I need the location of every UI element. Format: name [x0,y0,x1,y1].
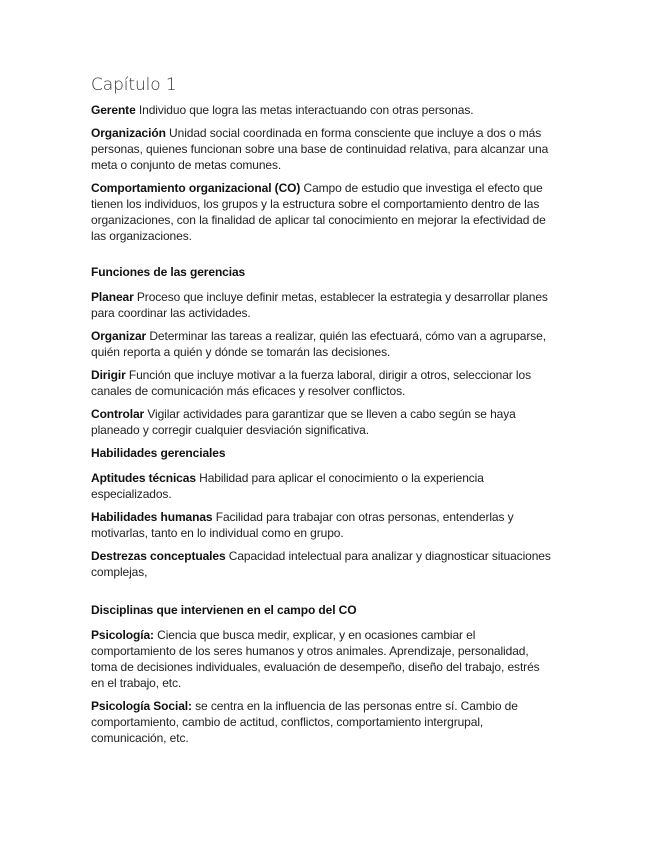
term: Destrezas conceptuales [91,549,226,563]
definition-destrezas-conceptuales [91,548,553,580]
definition-psicologia [91,627,553,691]
definition-psicologia-social [91,698,553,746]
definition: Función que incluye motivar a la fuerza laboral, dirigir a otros, seleccionar los canales de comunicación más eficaces y resolver conflictos. [91,368,531,398]
chapter-title: Capítulo 1 [91,75,177,95]
definition-gerente [91,102,553,118]
definition: Proceso que incluye definir metas, establecer la estrategia y desarrollar planes para coordinar las actividades. [91,290,548,320]
definition-habilidades-humanas [91,509,553,541]
definition-controlar [91,406,553,438]
definition-co [91,180,553,244]
definition-dirigir [91,367,553,399]
term: Organización [91,126,166,140]
term: Psicología: [91,628,154,642]
term: Organizar [91,329,147,343]
term: Dirigir [91,368,126,382]
term: Planear [91,290,134,304]
term: Comportamiento organizacional (CO) [91,181,301,195]
definition-organizar [91,328,553,360]
section-heading-habilidades: Habilidades gerenciales [91,446,226,460]
definition: se centra en la influencia de las personas entre sí. Cambio de comportamiento, cambio de actitud, conflictos, comportamiento intergrupal, comunicación, etc. [91,699,518,745]
term: Controlar [91,407,145,421]
definition: Capacidad intelectual para analizar y diagnosticar situaciones complejas, [91,549,551,579]
definition-planear [91,289,553,321]
definition-organizacion [91,125,553,173]
document-page [91,74,553,753]
definition: Unidad social coordinada en forma consciente que incluye a dos o más personas, quienes funcionan sobre una base de continuidad relativa, para alcanzar una meta o conjunto de metas comunes. [91,126,549,172]
definition: Habilidad para aplicar el conocimiento o la experiencia especializados. [91,471,484,501]
definition: Ciencia que busca medir, explicar, y en ocasiones cambiar el comportamiento de los seres humanos y otros animales. Aprendizaje, personalidad, toma de decisiones individuales, evaluación de desempeño, diseño del trabajo, estrés en el trabajo, etc. [91,628,540,690]
term: Aptitudes técnicas [91,471,196,485]
definition: Campo de estudio que investiga el efecto que tienen los individuos, los grupos y la estructura sobre el comportamiento dentro de las organizaciones, con la finalidad de aplicar tal conocimiento en mejorar la efectividad de las organizaciones. [91,181,546,243]
definition: Vigilar actividades para garantizar que se lleven a cabo según se haya planeado y corregir cualquier desviación significativa. [91,407,516,437]
section-heading-disciplinas: Disciplinas que intervienen en el campo del CO [91,603,357,617]
term: Gerente [91,103,136,117]
section-heading-funciones: Funciones de las gerencias [91,265,246,279]
definition-aptitudes-tecnicas [91,470,553,502]
term: Psicología Social: [91,699,192,713]
term: Habilidades humanas [91,510,213,524]
definition: Determinar las tareas a realizar, quién las efectuará, cómo van a agruparse, quién reporta a quién y dónde se tomarán las decisiones. [91,329,546,359]
definition: Individuo que logra las metas interactuando con otras personas. [135,103,474,117]
definition: Facilidad para trabajar con otras personas, entenderlas y motivarlas, tanto en lo individual como en grupo. [91,510,514,540]
